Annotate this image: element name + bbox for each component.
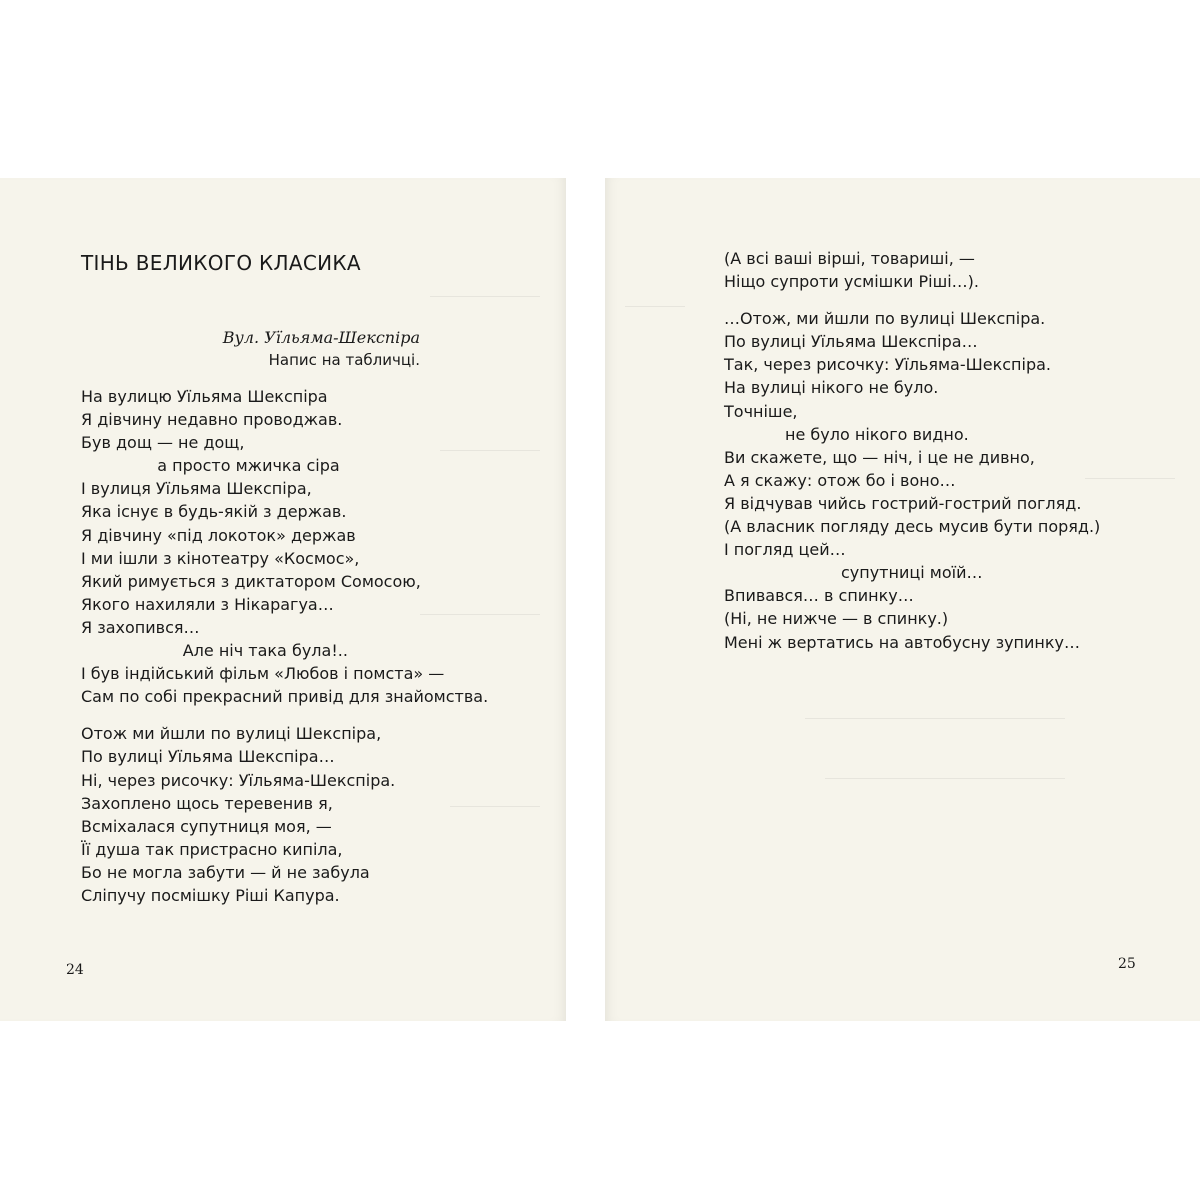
- verse-line: По вулиці Уїльяма Шекспіра…: [81, 747, 335, 767]
- verse-line: (Ні, не нижче — в спинку.): [724, 609, 949, 629]
- verse-line: Я дівчину недавно проводжав.: [81, 410, 343, 430]
- verse-line: Всміхалася супутниця моя, —: [81, 816, 332, 836]
- page-number-left: 24: [66, 962, 84, 978]
- verse-line: Я відчував чийсь гострий-гострий погляд.: [724, 493, 1082, 513]
- verse-line: Я захопився…: [81, 617, 200, 637]
- epigraph-note: Напис на табличці.: [268, 351, 420, 369]
- verse-line: Її душа так пристрасно кипіла,: [81, 839, 343, 859]
- left-page: [0, 178, 566, 1021]
- poem-title: ТІНЬ ВЕЛИКОГО КЛАСИКА: [81, 251, 361, 275]
- verse-line: Але ніч така була!..: [81, 641, 348, 661]
- verse-line: Який римується з диктатором Сомосою,: [81, 571, 421, 591]
- verse-line: По вулиці Уїльяма Шекспіра…: [724, 332, 978, 352]
- verse-line: На вулиці нікого не було.: [724, 378, 939, 398]
- stanza-break: [81, 708, 488, 722]
- verse-line: супутниці моїй…: [724, 563, 983, 583]
- stanza-break: [724, 293, 1100, 307]
- verse-line: не було нікого видно.: [724, 424, 969, 444]
- verse-line: а просто мжичка сіра: [81, 456, 340, 476]
- verse-line: І погляд цей…: [724, 540, 846, 560]
- verse-line: Яка існує в будь-якій з держав.: [81, 502, 347, 522]
- verse-left: [81, 385, 488, 907]
- verse-line: Точніше,: [724, 401, 798, 421]
- verse-line: На вулицю Уїльяма Шекспіра: [81, 387, 328, 406]
- verse-line: …Отож, ми йшли по вулиці Шекспіра.: [724, 309, 1046, 329]
- right-page: [605, 178, 1200, 1021]
- verse-line: Мені ж вертатись на автобусну зупинку…: [724, 632, 1080, 652]
- epigraph: [200, 326, 420, 372]
- verse-line: Якого нахиляли з Нікарагуа…: [81, 594, 334, 614]
- verse-right: [724, 247, 1100, 654]
- book-gutter: [566, 178, 605, 1021]
- verse-line: Захоплено щось теревенив я,: [81, 793, 333, 813]
- verse-line: Сліпучу посмішку Ріші Капура.: [81, 885, 340, 905]
- verse-line: Ви скажете, що — ніч, і це не дивно,: [724, 447, 1035, 467]
- verse-line: Ні, через рисочку: Уїльяма-Шекспіра.: [81, 770, 396, 790]
- verse-line: (А власник погляду десь мусив бути поряд.): [724, 517, 1101, 537]
- verse-line: І ми ішли з кінотеатру «Космос»,: [81, 548, 360, 568]
- verse-line: І був індійський фільм «Любов і помста» —: [81, 664, 445, 684]
- verse-line: А я скажу: отож бо і воно…: [724, 470, 956, 490]
- epigraph-street-name: Вул. Уїльяма-Шекспіра: [222, 328, 420, 347]
- verse-line: Був дощ — не дощ,: [81, 433, 245, 453]
- verse-line: І вулиця Уїльяма Шекспіра,: [81, 479, 312, 499]
- verse-line: Ніщо супроти усмішки Ріші…).: [724, 272, 979, 292]
- verse-line: Сам по собі прекрасний привід для знайомства.: [81, 687, 489, 707]
- verse-line: Я дівчину «під локоток» держав: [81, 525, 356, 545]
- page-number-right: 25: [1118, 956, 1136, 972]
- verse-line: Бо не могла забути — й не забула: [81, 862, 370, 882]
- verse-line: Отож ми йшли по вулиці Шекспіра,: [81, 724, 382, 744]
- verse-line: Впивався… в спинку…: [724, 586, 914, 606]
- verse-line: Так, через рисочку: Уїльяма-Шекспіра.: [724, 355, 1051, 375]
- verse-line: (А всі ваші вірші, товариші, —: [724, 249, 975, 268]
